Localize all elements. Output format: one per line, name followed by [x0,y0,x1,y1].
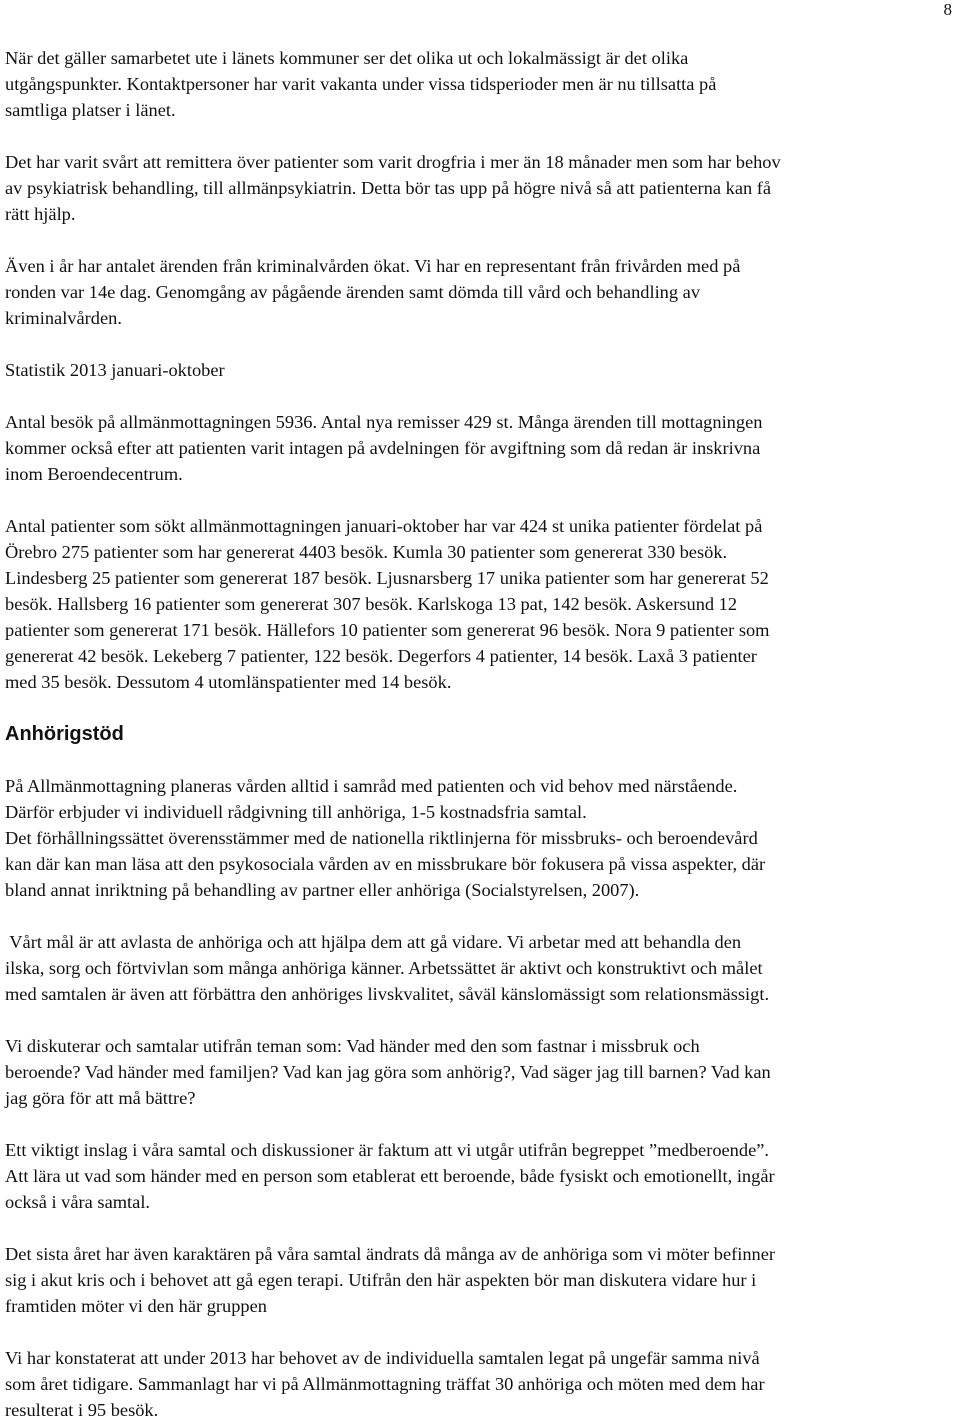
paragraph-medberoende [5,1137,958,1215]
paragraph-mal [5,929,958,1007]
text-line: kriminalvården. [5,308,122,328]
paragraph-konstaterat [5,1345,958,1423]
text-line: utgångspunkter. Kontaktpersoner har varit vakanta under vissa tidsperioder men är nu tillsatta på [5,74,717,94]
text-line: På Allmänmottagning planeras vården alltid i samråd med patienten och vid behov med närstående. [5,776,738,796]
text-line: samtliga platser i länet. [5,100,176,120]
text-line: med 35 besök. Dessutom 4 utomlänspatienter med 14 besök. [5,672,452,692]
text-line: ilska, sorg och förtvivlan som många anhöriga känner. Arbetssättet är aktivt och konstruktivt och målet [5,958,763,978]
paragraph-allmanmottagning [5,773,958,903]
text-line: När det gäller samarbetet ute i länets kommuner ser det olika ut och lokalmässigt är det olika [5,48,689,68]
text-line: patienter som genererat 171 besök. Hällefors 10 patienter som genererat 96 besök. Nora 9 patienter som [5,620,770,640]
text-line: resulterat i 95 besök. [5,1400,159,1420]
text-line: ronden var 14e dag. Genomgång av pågående ärenden samt dömda till vård och behandling av [5,282,701,302]
paragraph-patienter [5,513,958,695]
text-line: inom Beroendecentrum. [5,464,183,484]
text-line: besök. Hallsberg 16 patienter som genererat 307 besök. Karlskoga 13 pat, 142 besök. Askersund 12 [5,594,738,614]
text-line: Örebro 275 patienter som har genererat 4403 besök. Kumla 30 patienter som genererat 330 besök. [5,542,728,562]
text-line: bland annat inriktning på behandling av partner eller anhöriga (Socialstyrelsen, 2007). [5,880,640,900]
text-line: Det förhållningssättet överensstämmer med de nationella riktlinjerna för missbruks- och beroendevård [5,828,758,848]
text-line: beroende? Vad händer med familjen? Vad kan jag göra som anhörig?, Vad säger jag till barnen? Vad kan [5,1062,771,1082]
text-line: också i våra samtal. [5,1192,151,1212]
statistics-label [5,357,958,383]
text-line: sig i akut kris och i behovet att gå egen terapi. Utifrån den här aspekten bör man diskutera vidare hur i [5,1270,757,1290]
paragraph-samarbete [5,45,958,123]
text-line: Vårt mål är att avlasta de anhöriga och att hjälpa dem att gå vidare. Vi arbetar med att behandla den [5,932,742,952]
text-line: Även i år har antalet ärenden från kriminalvården ökat. Vi har en representant från frivården med på [5,256,741,276]
text-line: rätt hjälp. [5,204,76,224]
text-line: jag göra för att må bättre? [5,1088,196,1108]
text-line: Antal patienter som sökt allmänmottagningen januari-oktober har var 424 st unika patienter fördelat på [5,516,763,536]
text-line: framtiden möter vi den här gruppen [5,1296,267,1316]
text-line: Lindesberg 25 patienter som genererat 187 besök. Ljusnarsberg 17 unika patienter som har genererat 52 [5,568,769,588]
text-line: Vi diskuterar och samtalar utifrån teman som: Vad händer med den som fastnar i missbruk och [5,1036,700,1056]
paragraph-teman [5,1033,958,1111]
text-line: Antal besök på allmänmottagningen 5936. Antal nya remisser 429 st. Många ärenden till mottagningen [5,412,763,432]
text-line: Att lära ut vad som händer med en person som etablerat ett beroende, både fysiskt och emotionellt, ingår [5,1166,775,1186]
paragraph-karaktar [5,1241,958,1319]
text-line: Det sista året har även karaktären på våra samtal ändrats då många av de anhöriga som vi möter befinner [5,1244,776,1264]
text-line: kommer också efter att patienten varit intagen på avdelningen för avgiftning som då redan är inskrivna [5,438,761,458]
text-line: med samtalen är även att förbättra den anhöriges livskvalitet, såväl känslomässigt som relationsmässigt. [5,984,770,1004]
paragraph-remittering [5,149,958,227]
section-heading-anhorigstod: Anhörigstöd [5,723,124,745]
page-number: 8 [943,0,952,19]
text-line: Vi har konstaterat att under 2013 har behovet av de individuella samtalen legat på ungefär samma nivå [5,1348,760,1368]
text-line: genererat 42 besök. Lekeberg 7 patienter, 122 besök. Degerfors 4 patienter, 14 besök. Laxå 3 patienter [5,646,757,666]
text-line: Ett viktigt inslag i våra samtal och diskussioner är faktum att vi utgår utifrån begreppet ”medberoende”. [5,1140,769,1160]
text-line: Det har varit svårt att remittera över patienter som varit drogfria i mer än 18 månader men som har behov [5,152,781,172]
text-line: som året tidigare. Sammanlagt har vi på Allmänmottagning träffat 30 anhöriga och möten med dem har [5,1374,765,1394]
paragraph-besok [5,409,958,487]
text-line: Statistik 2013 januari-oktober [5,360,225,380]
page-content [5,45,958,1423]
text-line: av psykiatrisk behandling, till allmänpsykiatrin. Detta bör tas upp på högre nivå så att patienterna kan få [5,178,772,198]
text-line: Därför erbjuder vi individuell rådgivning till anhöriga, 1-5 kostnadsfria samtal. [5,802,587,822]
paragraph-kriminalvarden [5,253,958,331]
text-line: kan där kan man läsa att den psykosociala vården av en missbrukare bör fokusera på vissa aspekter, där [5,854,766,874]
